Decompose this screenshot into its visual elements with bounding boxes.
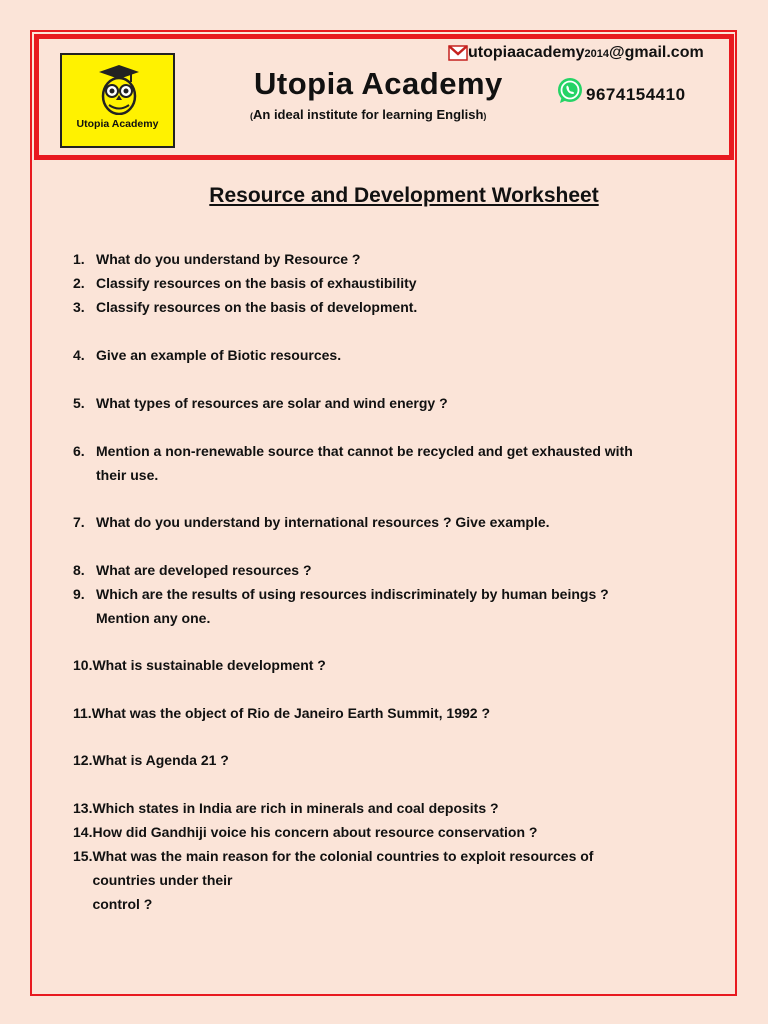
email-prefix: utopiaacademy (468, 44, 585, 61)
question-text (96, 510, 713, 534)
question-number: 14. (73, 824, 93, 840)
question-number: 4. (73, 347, 85, 363)
question-number: 9. (73, 586, 85, 602)
question-text (96, 271, 713, 295)
question-number: 6. (73, 443, 85, 459)
phone-number[interactable]: 9674154410 (586, 85, 686, 104)
question-line: What do you understand by international resources ? Give example. (96, 514, 550, 530)
question-number: 15. (73, 848, 93, 864)
email-small: 2014 (584, 48, 609, 60)
question-number: 13. (73, 800, 93, 816)
question-number: 11. (73, 705, 92, 721)
question-text (96, 558, 713, 582)
question-line: What are developed resources ? (96, 562, 312, 578)
question-text (96, 582, 713, 630)
question-line: control ? (92, 896, 153, 912)
phone-row (556, 77, 686, 105)
question-number: 12. (73, 752, 93, 768)
question-line: Which are the results of using resources indiscriminately by human beings ? (96, 586, 609, 602)
question-item (73, 343, 713, 367)
question-line: What types of resources are solar and wind energy ? (96, 395, 448, 411)
question-text (92, 701, 713, 725)
question-number: 7. (73, 514, 85, 530)
question-number: 3. (73, 299, 85, 315)
question-number: 5. (73, 395, 85, 411)
question-line: Mention any one. (96, 610, 211, 626)
question-line: Give an example of Biotic resources. (96, 347, 342, 363)
question-item (73, 510, 713, 534)
question-text (92, 820, 713, 844)
question-item (73, 748, 713, 772)
question-text (96, 295, 713, 319)
academy-name: Utopia Academy (254, 66, 503, 101)
question-item (73, 439, 713, 487)
question-line: Classify resources on the basis of development. (96, 299, 418, 315)
question-item (73, 295, 713, 319)
email-row (448, 44, 704, 62)
email-address[interactable] (468, 44, 704, 62)
question-text (92, 748, 713, 772)
question-text (96, 247, 713, 271)
question-line: Which states in India are rich in minerals and coal deposits ? (92, 800, 499, 816)
question-item (73, 558, 713, 582)
email-suffix: @gmail.com (608, 44, 704, 61)
question-number: 1. (73, 251, 85, 267)
gmail-icon (448, 45, 468, 61)
question-item (73, 796, 713, 820)
question-text (96, 343, 713, 367)
question-line: Mention a non-renewable source that cannot be recycled and get exhausted with (96, 443, 633, 459)
logo (60, 53, 175, 148)
question-line: What is Agenda 21 ? (92, 752, 229, 768)
question-number: 10. (73, 657, 93, 673)
question-line: What do you understand by Resource ? (96, 251, 361, 267)
question-item (73, 247, 713, 271)
question-number: 2. (73, 275, 85, 291)
worksheet-title: Resource and Development Worksheet (209, 184, 599, 207)
question-item (73, 701, 713, 725)
question-text (96, 439, 713, 487)
whatsapp-icon (556, 77, 584, 105)
question-text (92, 796, 713, 820)
question-line: What was the object of Rio de Janeiro Earth Summit, 1992 ? (91, 705, 491, 721)
question-line: countries under their (92, 872, 233, 888)
question-line: How did Gandhiji voice his concern about resource conservation ? (92, 824, 538, 840)
question-line: What is sustainable development ? (92, 657, 326, 673)
question-number: 8. (73, 562, 85, 578)
question-item (73, 844, 713, 916)
question-line: Classify resources on the basis of exhaustibility (96, 275, 417, 291)
question-text (92, 653, 713, 677)
owl-icon (97, 63, 141, 115)
question-text (96, 391, 713, 415)
question-item (73, 391, 713, 415)
question-item (73, 820, 713, 844)
tagline-open-paren: ( (250, 111, 253, 121)
question-item (73, 653, 713, 677)
tagline-text: An ideal institute for learning English (253, 107, 484, 122)
question-line: What was the main reason for the colonial countries to exploit resources of (92, 848, 594, 864)
question-text (92, 844, 713, 916)
question-item (73, 582, 713, 630)
tagline (250, 107, 486, 122)
logo-text: Utopia Academy (76, 118, 159, 130)
question-item (73, 271, 713, 295)
question-line: their use. (96, 467, 159, 483)
tagline-close-paren: ) (483, 111, 487, 121)
